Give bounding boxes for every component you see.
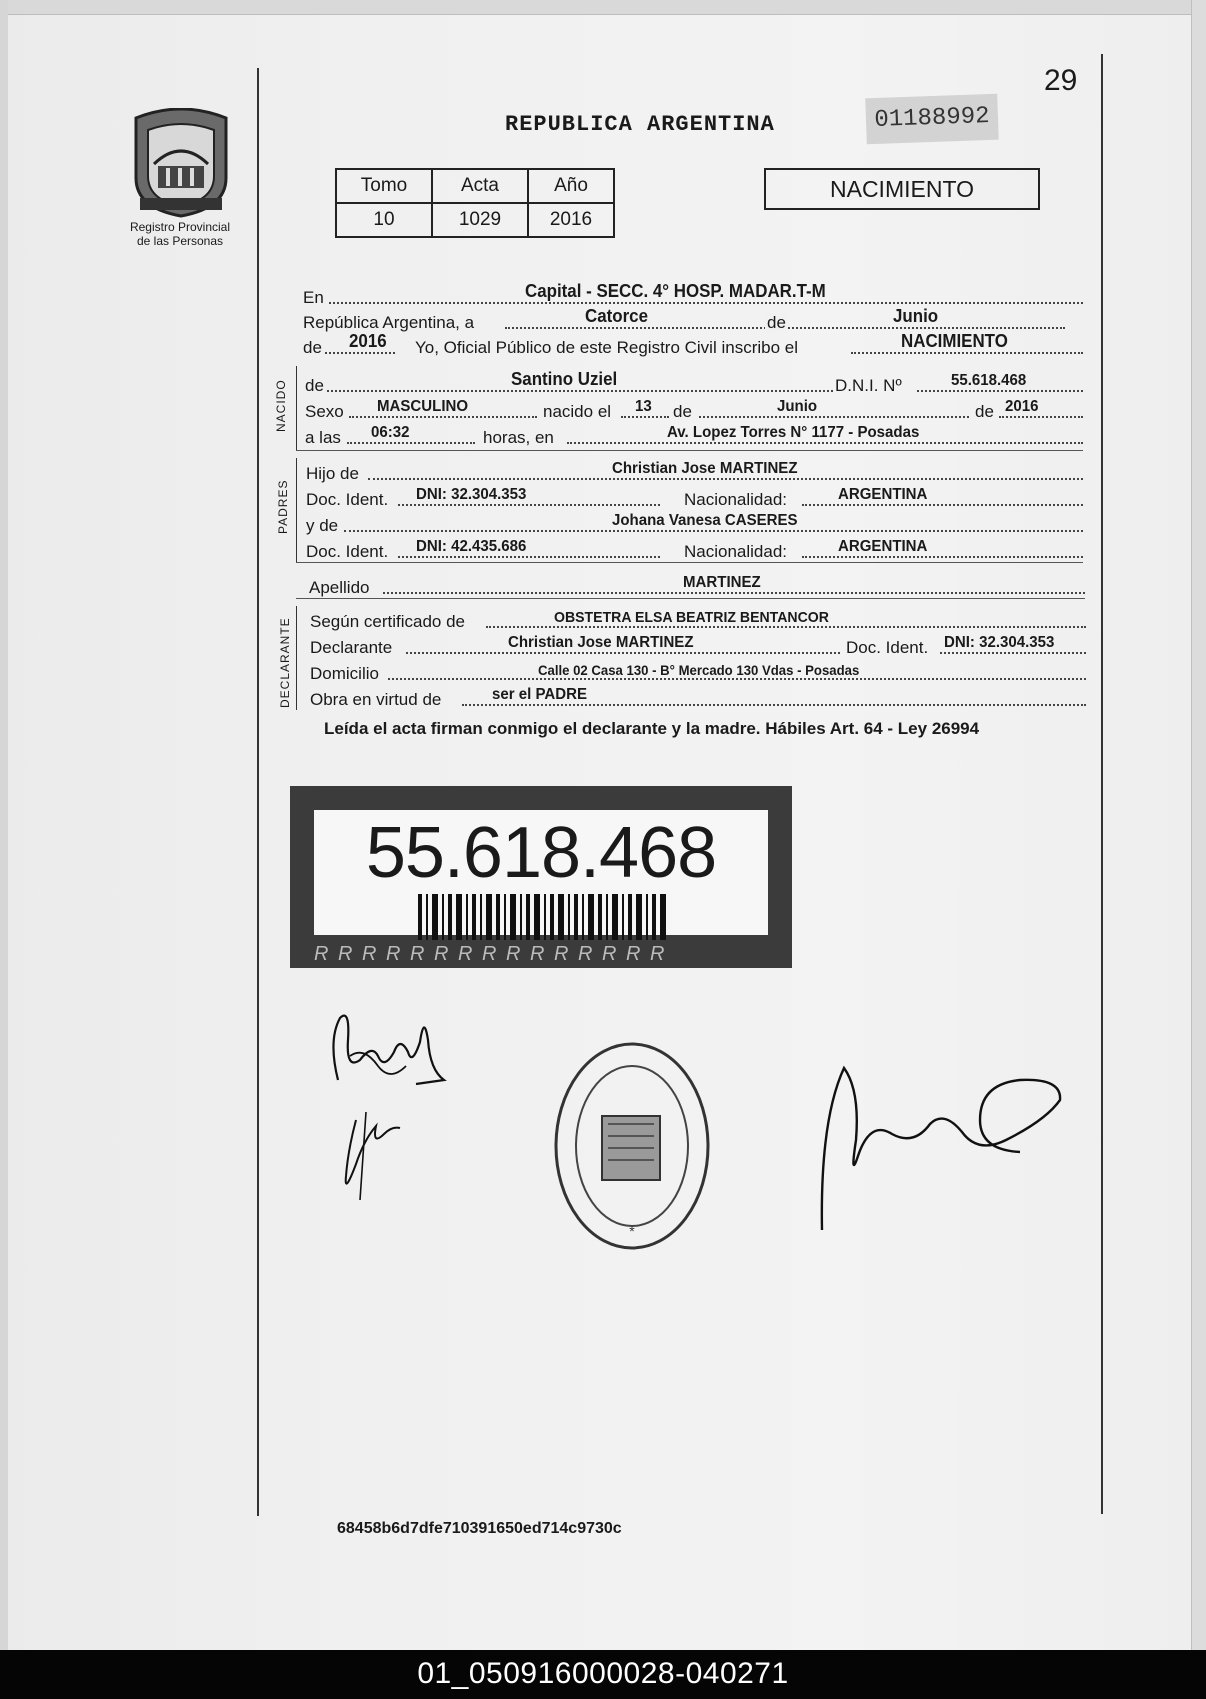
- section-label-nacido: NACIDO: [274, 379, 288, 432]
- label-segun-certificado: Según certificado de: [310, 612, 465, 631]
- dni-number: 55.618.468: [365, 813, 717, 893]
- value-hora: 06:32: [371, 424, 410, 441]
- footer-bar: [0, 1650, 1206, 1699]
- row-y-de: [306, 508, 1083, 536]
- paper-edge-left: [0, 0, 8, 1650]
- label-de-mes-nacimiento: de: [673, 402, 692, 421]
- label-doc-ident-declarante: Doc. Ident.: [846, 638, 929, 657]
- value-anio: 2016: [349, 331, 387, 351]
- row-de-anio: [303, 330, 1083, 358]
- serial-number: 01188992: [865, 94, 999, 145]
- section-label-padres: PADRES: [276, 479, 290, 534]
- value-madre-nombre: Johana Vanesa CASERES: [612, 512, 798, 529]
- page-number: 29: [1044, 64, 1078, 97]
- row-segun-certificado: [310, 604, 1086, 632]
- value-dni-padre: DNI: 32.304.353: [416, 486, 527, 503]
- label-doc-ident-madre: Doc. Ident.: [306, 542, 389, 561]
- label-nacido-el: nacido el: [543, 402, 612, 421]
- label-doc-ident-padre: Doc. Ident.: [306, 490, 389, 509]
- label-inscribo: Yo, Oficial Público de este Registro Civil inscribo el: [415, 338, 798, 357]
- row-sexo: [305, 394, 1083, 422]
- dni-label-card: [290, 786, 792, 968]
- row-obra-en-virtud: [310, 682, 1086, 710]
- provincia-misiones-seal-icon: [126, 108, 236, 218]
- value-nacionalidad-padre: ARGENTINA: [838, 486, 928, 503]
- country-title: REPUBLICA ARGENTINA: [505, 112, 775, 137]
- value-mes-nacimiento: Junio: [777, 398, 818, 415]
- value-domicilio: Calle 02 Casa 130 - B° Mercado 130 Vdas - Posadas: [538, 662, 860, 678]
- label-y-de: y de: [306, 516, 339, 535]
- value-anio-nacimiento: 2016: [1005, 398, 1039, 415]
- label-domicilio: Domicilio: [310, 664, 379, 683]
- label-declarante: Declarante: [310, 638, 393, 657]
- value-obra-en-virtud: ser el PADRE: [492, 686, 588, 703]
- paper-edge-top: [0, 0, 1206, 15]
- label-nacionalidad-padre: Nacionalidad:: [684, 490, 788, 509]
- value-apellido: MARTINEZ: [683, 574, 761, 591]
- record-table: [335, 168, 615, 238]
- signature-left-icon: [320, 1000, 460, 1210]
- right-margin-line: [1101, 54, 1103, 1514]
- label-dni: D.N.I. Nº: [835, 376, 902, 395]
- row-nacido-nombre: [305, 368, 1083, 396]
- value-nombre-nacido: Santino Uziel: [511, 369, 618, 389]
- dni-card-face: [314, 810, 768, 935]
- value-certificante: OBSTETRA ELSA BEATRIZ BENTANCOR: [554, 609, 829, 626]
- logo-caption-line2: de las Personas: [136, 234, 224, 248]
- registry-seal-stamp-icon: [550, 1036, 720, 1256]
- barcode-icon: [418, 894, 668, 940]
- document-hash: 68458b6d7dfe710391650ed714c9730c: [337, 1520, 622, 1537]
- value-dia-letras: Catorce: [585, 306, 649, 326]
- label-nacionalidad-madre: Nacionalidad:: [684, 542, 788, 561]
- value-dia-nacimiento: 13: [635, 398, 652, 415]
- label-sexo: Sexo: [305, 402, 344, 421]
- value-mes: Junio: [893, 306, 939, 326]
- label-en: En: [303, 288, 324, 307]
- paper-edge-right: [1191, 0, 1206, 1650]
- dni-card-pattern: R R R R R R R R R R R R R R R: [314, 943, 667, 965]
- record-table-tomo: 10: [336, 203, 432, 237]
- document-type-box: NACIMIENTO: [764, 168, 1040, 210]
- record-table-header-anio: Año: [528, 169, 614, 203]
- row-en: [303, 280, 1083, 308]
- row-declarante: [310, 630, 1086, 658]
- label-de-mes: de: [767, 313, 786, 332]
- row-a-las: [305, 420, 1083, 448]
- label-de-nombre: de: [305, 376, 324, 395]
- record-table-header-row: [336, 169, 614, 203]
- label-hijo-de: Hijo de: [306, 464, 359, 483]
- value-lugar: Capital - SECC. 4° HOSP. MADAR.T-M: [525, 281, 826, 301]
- value-dni-madre: DNI: 42.435.686: [416, 538, 527, 555]
- footer-document-id: 01_050916000028-040271: [417, 1657, 789, 1690]
- label-republica: República Argentina, a: [303, 313, 475, 332]
- value-dni-declarante: DNI: 32.304.353: [944, 634, 1055, 651]
- record-table-header-tomo: Tomo: [336, 169, 432, 203]
- row-republica: [303, 305, 1083, 333]
- record-table-anio: 2016: [528, 203, 614, 237]
- row-hijo-de: [306, 456, 1083, 484]
- closing-text: Leída el acta firman conmigo el declarante y la madre. Hábiles Art. 64 - Ley 26994: [324, 719, 980, 738]
- logo-caption-line1: Registro Provincial: [129, 220, 231, 234]
- label-obra-en-virtud: Obra en virtud de: [310, 690, 442, 709]
- value-nacionalidad-madre: ARGENTINA: [838, 538, 928, 555]
- value-tipo-inscripcion: NACIMIENTO: [901, 331, 1008, 351]
- value-dni-nacido: 55.618.468: [951, 372, 1027, 389]
- label-horas-en: horas, en: [483, 428, 554, 447]
- left-margin-line: [257, 68, 259, 1516]
- record-table-acta: 1029: [432, 203, 528, 237]
- row-doc-padre: [306, 482, 1083, 510]
- record-table-header-acta: Acta: [432, 169, 528, 203]
- value-declarante-nombre: Christian Jose MARTINEZ: [508, 634, 694, 651]
- label-de-anio-nacimiento: de: [975, 402, 994, 421]
- row-domicilio: [310, 656, 1086, 684]
- row-doc-madre: [306, 534, 1083, 562]
- svg-text:*: *: [629, 1223, 635, 1239]
- label-apellido: Apellido: [309, 578, 370, 597]
- row-apellido: [309, 570, 1085, 598]
- logo-caption: [100, 220, 260, 248]
- signature-right-icon: [810, 1060, 1080, 1240]
- value-padre-nombre: Christian Jose MARTINEZ: [612, 460, 798, 477]
- value-sexo: MASCULINO: [377, 398, 469, 415]
- label-de-anio: de: [303, 338, 322, 357]
- record-table-value-row: [336, 203, 614, 237]
- section-label-declarante: DECLARANTE: [278, 617, 292, 708]
- value-lugar-nacimiento: Av. Lopez Torres N° 1177 - Posadas: [667, 424, 920, 441]
- label-a-las: a las: [305, 428, 341, 447]
